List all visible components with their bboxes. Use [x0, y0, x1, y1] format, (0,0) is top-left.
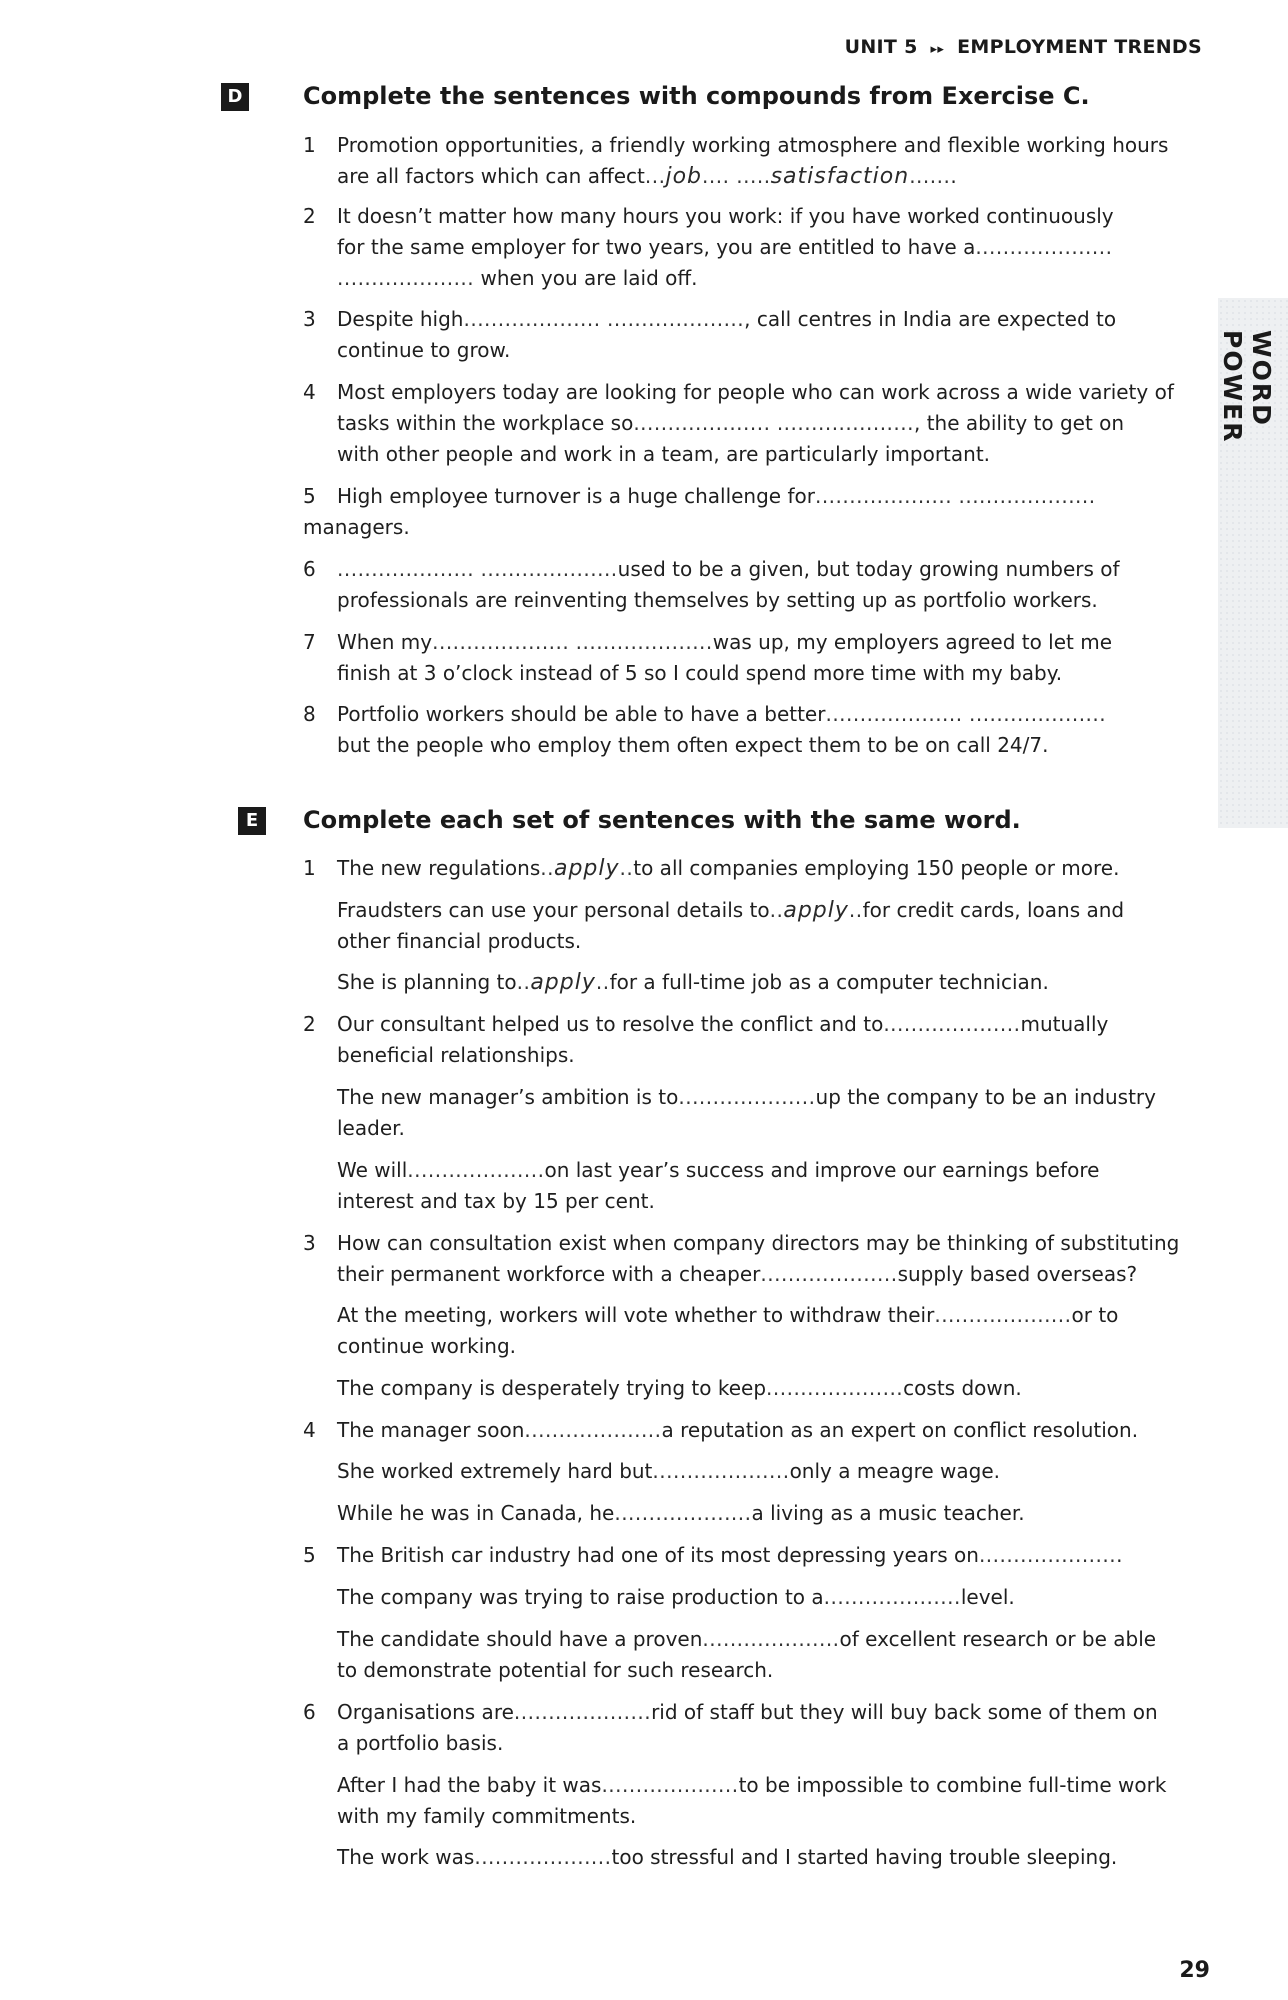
unit-label: UNIT 5 [844, 36, 918, 58]
exercise-e-set-3-sentence-3 [337, 1373, 1288, 1404]
exercise-e-set-2-sentence-3 [337, 1155, 1288, 1217]
answer-blank[interactable]: .................... [575, 630, 713, 654]
workbook-page: UNIT 5 ▸▸ EMPLOYMENT TRENDS WORD POWER D Complete the sentences with compounds from Exercise C. 1 Promotion opportunities, a friendly working atmosphere and flexible working hours are all factors which can affect...job.... .....satisfaction....... 2 It doesn’t matter how many hours you work: if you have worked continuously for the same employer for two years, you are entitled to have a.................... .................... when you are laid off. 3 Despite high.................... ...................., call centres in India are expected to continue to grow. 4 Most employers today are looking for people who can work across a wide variety of tasks within the workplace so.................... ...................., the ability to get on with other people and work in a team, are particularly important. 5 High employee turnover is a huge challenge for.................... .................... managers. 6 .................... ....................used to be a given, but today growing numbers of professionals are reinventing themselves by setting up as portfolio workers. 7 When my.................... ....................was up, my employers agreed to let me finish at 3 o’clock instead of 5 so I could spend more time with my baby. 8 Portfolio workers should be able to have a better.................... .................... but the people who employ them often expect them to be on call 24/7. E Complete each set of sentences with the same word. 1 The new regulations..apply..to all companies employing 150 people or more. Fraudsters can use your personal details to..apply..for credit cards, loans and other financial products. She is planning to..apply..for a full-time job as a computer technician. 2 Our consultant helped us to resolve the conflict and to....................mutually beneficial relationships. The new manager’s ambition is to....................up the company to be an industry leader. We will....................on last year’s success and improve our earnings before interest and tax by 15 per cent. 3 How can consultation exist when company directors may be thinking of substituting their permanent workforce with a cheaper....................supply based overseas? At the meeting, workers will vote whether to withdraw their....................or to continue working. The company is desperately trying to keep....................costs down. 4 The manager soon....................a reputation as an expert on conflict resolution. She worked extremely hard but....................only a meagre wage. While he was in Canada, he....................a living as a music teacher. 5 The British car industry had one of its most depressing years on..................... The company was trying to raise production to a....................level. The candidate should have a proven....................of excellent research or be able to demonstrate potential for such research. 6 Organisations are....................rid of staff but they will buy back some of them on a portfolio basis. After I had the baby it was....................to be impossible to combine full-time work with my family commitments. The work was....................too stressful and I started having trouble sleeping. 29 [0, 0, 1288, 2000]
item-text: professionals are reinventing themselves by setting up as portfolio workers. [337, 588, 1098, 612]
answer-blank[interactable]: .................... [652, 1459, 790, 1483]
item-text: , call centres in India are expected to [744, 307, 1117, 331]
unit-header [845, 36, 1202, 58]
item-text: Promotion opportunities, a friendly working atmosphere and flexible working hours [337, 133, 1169, 157]
answer-blank[interactable]: .................... [633, 411, 771, 435]
item-number: 4 [303, 380, 316, 404]
item-number: 1 [303, 856, 316, 880]
item-text: beneficial relationships. [337, 1043, 575, 1067]
handwritten-answer[interactable]: apply [530, 970, 596, 995]
item-text: mutually [1020, 1012, 1109, 1036]
unit-topic: EMPLOYMENT TRENDS [957, 36, 1202, 58]
answer-blank[interactable]: .................... [513, 1700, 652, 1724]
answer-blank[interactable]: .................... [702, 1627, 840, 1651]
item-text: for credit cards, loans and [862, 898, 1125, 922]
item-text: are all factors which can affect [337, 164, 645, 188]
item-text: How can consultation exist when company directors may be thinking of substituting [337, 1231, 1180, 1255]
answer-blank[interactable]: .................... [968, 702, 1107, 726]
answer-blank[interactable]: .................... [760, 1262, 898, 1286]
page-number: 29 [1179, 1958, 1210, 1983]
item-text: up the company to be an industry [815, 1085, 1156, 1109]
handwritten-answer[interactable]: satisfaction [770, 164, 910, 189]
item-text: a portfolio basis. [337, 1731, 504, 1755]
item-text: with my family commitments. [337, 1804, 637, 1828]
item-text: The manager soon [337, 1418, 525, 1442]
item-text: At the meeting, workers will vote whether to withdraw their [337, 1303, 935, 1327]
item-number: 4 [303, 1418, 316, 1442]
exercise-e-set-5-sentence-2 [337, 1582, 1288, 1613]
double-arrow-icon: ▸▸ [930, 42, 945, 57]
item-text: too stressful and I started having trouble sleeping. [611, 1845, 1118, 1869]
answer-blank[interactable]: .................... [766, 1376, 904, 1400]
answer-blank[interactable]: .................... [607, 307, 745, 331]
item-text: of excellent research or be able [839, 1627, 1157, 1651]
exercise-e-set-1-sentence-2: Fraudsters can use your personal details to..apply..for credit cards, loans and other financial products. [337, 895, 1288, 957]
item-text: When my [337, 630, 433, 654]
item-text: The new regulations [337, 856, 541, 880]
item-text: only a meagre wage. [789, 1459, 1000, 1483]
exercise-e-set-6-sentence-3 [337, 1842, 1288, 1873]
answer-blank[interactable]: .................... [474, 1845, 612, 1869]
item-text: She is planning to [337, 970, 517, 994]
item-text: their permanent workforce with a cheaper [337, 1262, 761, 1286]
exercise-e-set-6-sentence-2 [337, 1770, 1288, 1832]
item-text: a reputation as an expert on conflict resolution. [661, 1418, 1139, 1442]
answer-blank[interactable]: .................... [614, 1501, 752, 1525]
item-text: on last year’s success and improve our earnings before [544, 1158, 1100, 1182]
answer-blank[interactable]: .................... [958, 484, 1096, 508]
item-number: 7 [303, 630, 316, 654]
item-text: to be impossible to combine full-time work [738, 1773, 1167, 1797]
item-text: level. [960, 1585, 1015, 1609]
item-text: or to [1071, 1303, 1119, 1327]
item-text: We will [337, 1158, 408, 1182]
item-number: 3 [303, 307, 316, 331]
answer-blank[interactable]: .................... [601, 1773, 739, 1797]
item-text: for the same employer for two years, you are entitled to have a [337, 235, 976, 259]
item-text: interest and tax by 15 per cent. [337, 1189, 655, 1213]
item-text: She worked extremely hard but [337, 1459, 653, 1483]
answer-blank[interactable]: .................... [432, 630, 570, 654]
handwritten-answer[interactable]: job [665, 164, 703, 189]
punctuation: . [950, 164, 957, 188]
handwritten-answer[interactable]: apply [553, 856, 620, 881]
item-number: 6 [303, 1700, 316, 1724]
item-text: The work was [337, 1845, 475, 1869]
section-d-badge: D [221, 83, 249, 111]
item-text: The new manager’s ambition is to [337, 1085, 679, 1109]
exercise-e-set-3-sentence-2 [337, 1300, 1288, 1362]
item-text: but the people who employ them often expect them to be on call 24/7. [337, 733, 1049, 757]
answer-blank[interactable]: .................... [480, 557, 618, 581]
item-text: to all companies employing 150 people or more. [633, 856, 1120, 880]
item-text: managers. [303, 515, 410, 539]
answer-blank[interactable]: .................... [823, 1585, 961, 1609]
item-text: continue to grow. [337, 338, 511, 362]
item-text: was up, my employers agreed to let me [712, 630, 1113, 654]
item-number: 2 [303, 1012, 316, 1036]
item-number: 8 [303, 702, 316, 726]
item-number: 5 [303, 484, 316, 508]
answer-blank[interactable]: .................... [883, 1012, 1021, 1036]
item-text: with other people and work in a team, are particularly important. [337, 442, 991, 466]
item-text: when you are laid off. [480, 266, 698, 290]
answer-blank[interactable]: .................... [678, 1085, 816, 1109]
item-text: tasks within the workplace so [337, 411, 634, 435]
answer-blank[interactable]: .................... [814, 484, 953, 508]
item-text: to demonstrate potential for such research. [337, 1658, 774, 1682]
item-text: leader. [337, 1116, 405, 1140]
item-text: a living as a music teacher. [751, 1501, 1025, 1525]
exercise-e-set-4-sentence-3 [337, 1498, 1288, 1529]
exercise-e-set-1-sentence-3: She is planning to..apply..for a full-time job as a computer technician. [337, 970, 1049, 995]
exercise-e-set-4-sentence-2 [337, 1456, 1288, 1487]
section-e-title: Complete each set of sentences with the same word. [303, 806, 1021, 834]
item-text: The British car industry had one of its most depressing years on [337, 1543, 979, 1567]
answer-blank[interactable]: .................... [978, 1543, 1117, 1567]
item-text: Our consultant helped us to resolve the conflict and to [337, 1012, 884, 1036]
item-number: 5 [303, 1543, 316, 1567]
item-text: rid of staff but they will buy back some of them on [651, 1700, 1158, 1724]
item-text: Fraudsters can use your personal details to [337, 898, 770, 922]
exercise-e-set-2-sentence-2 [337, 1082, 1288, 1144]
item-text: used to be a given, but today growing numbers of [617, 557, 1120, 581]
answer-blank[interactable]: .................... [825, 702, 963, 726]
handwritten-answer[interactable]: apply [783, 898, 849, 923]
answer-blank[interactable]: .................... [337, 266, 475, 290]
answer-blank[interactable]: .................... [524, 1418, 662, 1442]
item-text: While he was in Canada, he [337, 1501, 615, 1525]
item-text: After I had the baby it was [337, 1773, 602, 1797]
section-d-title: Complete the sentences with compounds from Exercise C. [303, 82, 1090, 110]
exercise-e-set-5-sentence-3 [337, 1624, 1288, 1686]
item-text: supply based overseas? [897, 1262, 1138, 1286]
answer-blank[interactable]: .................... [337, 557, 475, 581]
item-number: 1 [303, 133, 316, 157]
item-text: continue working. [337, 1334, 517, 1358]
item-text: Most employers today are looking for people who can work across a wide variety of [337, 380, 1174, 404]
item-text: costs down. [903, 1376, 1022, 1400]
section-e-badge: E [238, 807, 266, 835]
item-number: 6 [303, 557, 316, 581]
answer-blank[interactable]: .................... [407, 1158, 545, 1182]
item-number: 2 [303, 204, 316, 228]
item-text: . [1116, 1543, 1123, 1567]
item-text: Portfolio workers should be able to have a better [337, 702, 826, 726]
item-text: , the ability to get on [913, 411, 1125, 435]
item-text: other financial products. [337, 929, 582, 953]
side-tab-label: WORD POWER [1218, 330, 1276, 444]
answer-blank[interactable]: .................... [463, 307, 601, 331]
exercise-d-item-5-cont [303, 512, 1288, 543]
item-text: The candidate should have a proven [337, 1627, 703, 1651]
item-number: 3 [303, 1231, 316, 1255]
item-text: for a full-time job as a computer technician. [609, 970, 1049, 994]
answer-blank[interactable]: .................... [934, 1303, 1072, 1327]
item-text: The company is desperately trying to keep [337, 1376, 767, 1400]
answer-blank[interactable]: .................... [975, 235, 1113, 259]
item-text: High employee turnover is a huge challenge for [337, 484, 815, 508]
answer-blank[interactable]: .................... [776, 411, 914, 435]
item-text: Organisations are [337, 1700, 514, 1724]
item-text: The company was trying to raise production to a [337, 1585, 824, 1609]
item-text: It doesn’t matter how many hours you work: if you have worked continuously [337, 204, 1114, 228]
item-text: Despite high [337, 307, 464, 331]
item-text: finish at 3 o’clock instead of 5 so I could spend more time with my baby. [337, 661, 1063, 685]
